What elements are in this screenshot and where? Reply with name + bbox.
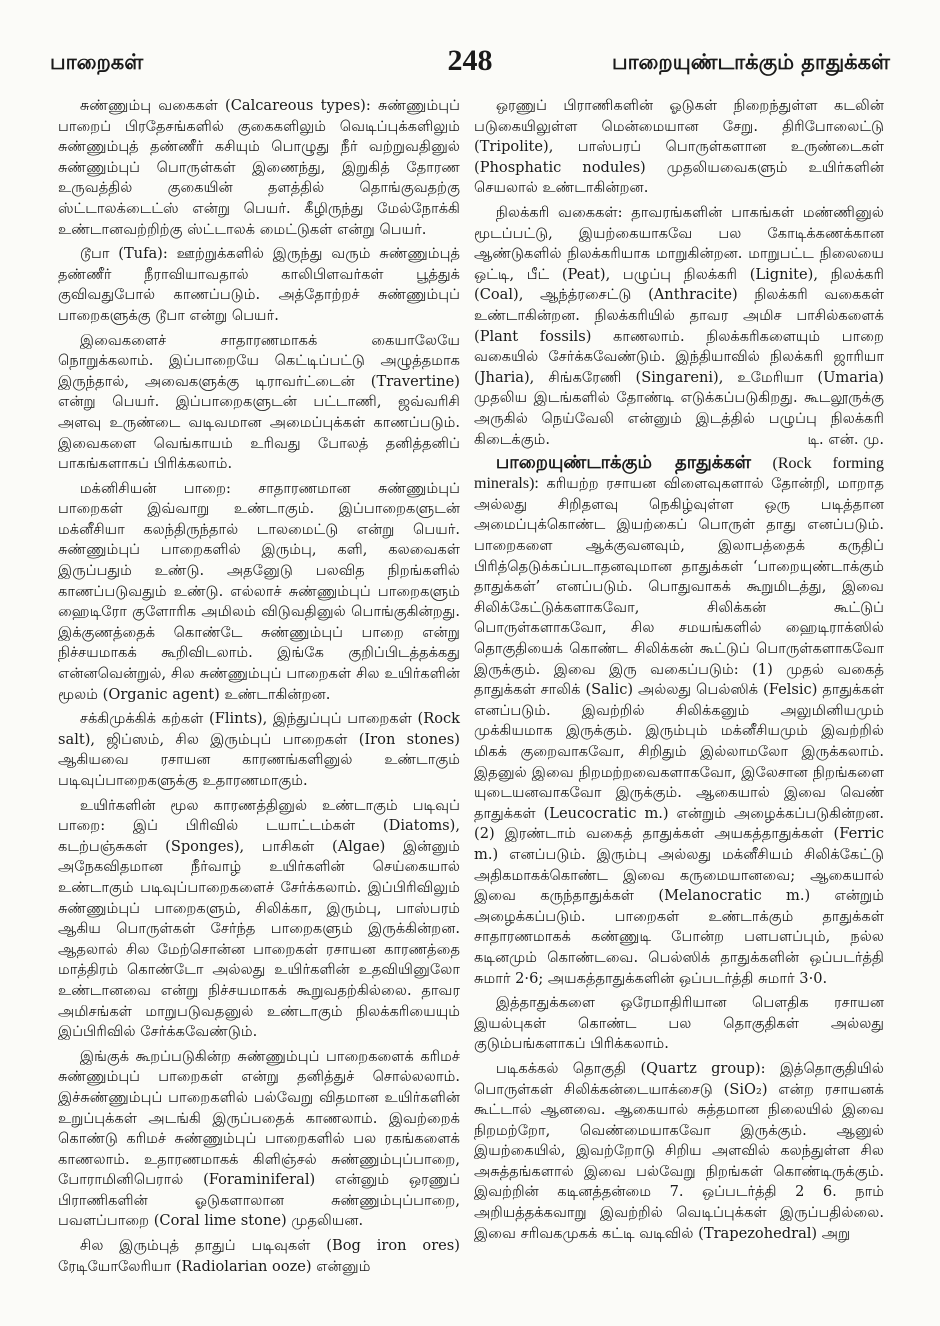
section-paragraph [474,453,884,989]
paragraph: சக்கிமுக்கிக் கற்கள் (Flints), இந்துப்புப் பாறைகள் (Rock salt), ஜிப்ஸம், சில இரும்புப் பாறைகள் (Iron stones) ஆகியவை ரசாயன காரணங்களினுல் உண்டாகும் படிவுப்பாறைகளுக்கு உதாரணமாகும். [58,710,460,789]
paragraph: இத்தாதுக்களை ஒரேமாதிரியான பௌதிக ரசாயன இயல்புகள் கொண்ட பல தொகுதிகள் அல்லது குடும்பங்களாகப் பிரிக்கலாம். [474,994,884,1053]
page-number: 248 [447,44,493,77]
header-left-title: பாறைகள் [50,50,144,74]
paragraph: இங்குக் கூறப்படுகின்ற சுண்ணும்புப் பாறைகளைக் கரிமச் சுண்ணும்புப் பாறைகள் என்று தனித்துச் சொல்லலாம். இச்சுண்ணும்புப் பாறைகளில் பல்வேறு விதமான உயிர்களின் உறுப்புக்கள் அடங்கி இருப்பதைக் காணலாம். இவற்றைக் கொண்டு கரிமச் சுண்ணும்புப் பாறைகளில் பல ரகங்களைக் காணலாம். உதாரணமாகக் கிளிஞ்சல் சுண்ணும்புப்பாறை, போராமினிபெரால் (Foraminiferal) என்னும் ஒரணுப் பிராணிகளின் ஓடுகளாலான சுண்ணும்புப்பாறை, பவளப்பாறை (Coral lime stone) முதலியன. [58,1047,460,1230]
paragraph: டூபா (Tufa): ஊற்றுக்களில் இருந்து வரும் சுண்ணும்புத் தண்ணீர் நீராவியாவதால் காலிபிளவர்கள் பூத்துக் குவிவதுபோல் காணப்படும். அத்தோற்றச் சுண்ணும்புப் பாறைகளுக்கு டூபா என்று பெயர். [58,245,460,324]
header-right-title: பாறையுண்டாக்கும் தாதுக்கள் [611,50,890,74]
section-heading: பாறையுண்டாக்கும் தாதுக்கள் [495,451,752,473]
page-header [50,44,890,80]
paragraph: இவைகளைச் சாதாரணமாகக் கையாலேயே நொறுக்கலாம். இப்பாறையே கெட்டிப்பட்டு அழுத்தமாக இருந்தால், அவைகளுக்கு டிராவர்ட்டைன் (Travertine) என்று பெயர். இப்பாறைகளுடன் பட்டாணி, ஜவ்வரிசி அளவு உருண்டை வடிவமான அமைப்புக்கள் காணப்படும். இவைகளை வெங்காயம் உரிவது போலத் தனித்தனிப் பாகங்களாகப் பிரிக்கலாம். [58,331,460,473]
left-column [58,96,460,1281]
paragraph: ஒரணுப் பிராணிகளின் ஓடுகள் நிறைந்துள்ள கடலின் படுகையிலுள்ள மென்மையான சேறு. திரிபோலைட்டு (Tripolite), பாஸ்பரப் பொருள்களான உருண்டைகள் (Phosphatic nodules) முதலியவைகளும் உயிர்களின் செயலால் உண்டாகின்றன. [474,97,884,197]
paragraph: நிலக்கரி வகைகள்: தாவரங்களின் பாகங்கள் மண்ணினுல் மூடப்பட்டு, இயற்கையாகவே பல கோடிக்கணக்கான ஆண்டுகளில் நிலக்கரியாக மாறுகின்றன. மாறுபட்ட நிலையை ஒட்டி, பீட் (Peat), பழுப்பு நிலக்கரி (Lignite), நிலக்கரி (Coal), ஆந்த்ரசைட்டு (Anthracite) நிலக்கரி வகைகள் உண்டாகின்றன. நிலக்கரியில் தாவர அமிச பாசில்களைக் (Plant fossils) காணலாம். நிலக்கரிகளையும் பாறை வகையில் சேர்க்கவேண்டும். இந்தியாவில் நிலக்கரி ஜாரியா (Jharia), சிங்கரேணி (Singareni), உமேரியா (Umaria) முதலிய இடங்களில் தோண்டி எடுக்கப்படுகிறது. கூடலூருக்கு அருகில் நெய்வேலி என்னும் இடத்தில் பழுப்பு நிலக்கரி கிடைக்கும். [474,203,884,448]
paragraph: சில இரும்புத் தாதுப் படிவுகள் (Bog iron ores) ரேடியோலேரியா (Radiolarian ooze) என்னும் [58,1237,460,1275]
section-heading-english: (Rock forming minerals): [474,454,884,493]
paragraph: மக்னிசியன் பாறை: சாதாரணமான சுண்ணும்புப் பாறைகள் இவ்வாறு உண்டாகும். இப்பாறைகளுடன் மக்னீசியா கலந்திருந்தால் டாலமைட்டு என்று பெயர். சுண்ணும்புப் பாறைகளில் இரும்பு, களி, கலவைகள் இருப்பதும் உண்டு. அதனுேடு பலவித நிறங்களில் காணப்படுவதும் உண்டு. எல்லாச் சுண்ணும்புப் பாறைகளும் ஹைடிரோ குளோரிக அமிலம் விடுவதினுல் பொங்குகின்றது. இக்குணத்தைக் கொண்டே சுண்ணும்புப் பாறை என்று நிச்சயமாகக் கூறிவிடலாம். இங்கே குறிப்பிடத்தக்கது என்னவென்றுல், சில சுண்ணும்புப் பாறைகள் சில உயிர்களின் மூலம் (Organic agent) உண்டாகின்றன. [58,479,460,703]
paragraph: படிகக்கல் தொகுதி (Quartz group): இத்தொகுதியில் பொருள்கள் சிலிக்கன்டையாக்சைடு (SiO₂) என்ற ரசாயனக் கூட்டால் ஆனவை. ஆகையால் சுத்தமான நிலையில் இவை நிறமற்றோ, வெண்மையாகவோ இருக்கும். ஆனுல் இயற்கையில், இவற்றோடு சிறிய அளவில் கலந்துள்ள சில அசுத்தங்களால் இவை பல்வேறு நிறங்கள் கொண்டிருக்கும். இவற்றின் கடினத்தன்மை 7. ஒப்படர்த்தி 2 6. நாம் அறியத்தக்கவாறு இவற்றில் வெடிப்புக்கள் இருப்பதில்லை. இவை சரிவகமுகக் கட்டி வடிவில் (Trapezohedral) அறு [474,1059,884,1242]
author-initials: டி. என். மு. [807,431,884,449]
section-text: கரியற்ற ரசாயன விளைவுகளால் தோன்றி, மாறாத அல்லது சிறிதளவு நெகிழ்வுள்ள ஒரு படித்தான அமைப்புக்கொண்ட இயற்கைப் பொருள் தாது எனப்படும். பாறைகளை ஆக்குவனவும், இலாபத்தைக் கருதிப் பிரித்தெடுக்கப்படாதனவுமான தாதுக்கள் ‘பாறையுண்டாக்கும் தாதுக்கள்’ எனப்படும். பொதுவாகக் கூறுமிடத்து, இவை சிலிக்கேட்டுக்களாகவோ, சிலிக்கன் கூட்டுப் பொருள்களாகவோ, சில சமயங்களில் ஹைடிராக்ஸில் தொகுதியைக் கொண்ட சிலிக்கன் கூட்டுப் பொருள்களாகவோ இருக்கும். இவை இரு வகைப்படும்: (1) முதல் வகைத் தாதுக்கள் சாலிக் (Salic) அல்லது பெல்ஸிக் (Felsic) தாதுக்கள் எனப்படும். இவற்றில் சிலிக்கனும் அலுமினியமும் முக்கியமாக இருக்கும். இரும்பும் மக்னீசியமும் இவற்றில் மிகக் குறைவாகவோ, சிறிதும் இல்லாமலோ இருக்கலாம். இதனுல் இவை நிறமற்றவைகளாகவோ, இலேசான நிறங்களை யுடையனவாகவோ இருக்கும். ஆகையால் இவை வெண் தாதுக்கள் (Leucocratic m.) என்றும் அழைக்கப்படுகின்றன. (2) இரண்டாம் வகைத் தாதுக்கள் அயகத்தாதுக்கள் (Ferric m.) எனப்படும். இரும்பு அல்லது மக்னீசியம் சிலிக்கேட்டு அதிகமாகக்கொண்ட இவை கருமையானவை; ஆகையால் இவை கருந்தாதுக்கள் (Melanocratic m.) என்றும் அழைக்கப்படும். பாறைகள் உண்டாக்கும் தாதுக்கள் சாதாரணமாகக் கண்ணுடி போன்ற பளபளப்பும், நல்ல கடினமும் கொண்டவை. பெல்ஸிக் தாதுக்களின் ஒப்படர்த்தி சுமார் 2·6; அயகத்தாதுக்களின் ஒப்படர்த்தி சுமார் 3·0. [474,475,885,987]
right-column [474,96,884,1248]
paragraph: உயிர்களின் மூல காரணத்தினுல் உண்டாகும் படிவுப் பாறை: இப் பிரிவில் டயாட்டம்கள் (Diatoms), கடற்பஞ்சுகள் (Sponges), பாசிகள் (Algae) இன்னும் அநேகவிதமான நீர்வாழ் உயிர்களின் செய்கையால் உண்டாகும் படிவுப்பாறைகளைச் சேர்க்கலாம். இப்பிரிவிலும் சுண்ணும்புப் பாறைகளும், சிலிக்கா, இரும்பு, பாஸ்பரம் ஆகிய பொருள்கள் சேர்ந்த பாறைகளும் இருக்கின்றன. ஆதலால் சில மேற்சொன்ன பாறைகள் ரசாயன காரணத்தை மாத்திரம் கொண்டோ அல்லது உயிர்களின் உதவியினுலோ உண்டானவை என்று நிச்சயமாகக் கூறுவதற்கில்லை. தாவர அமிசங்கள் மாறுபடுவதனுல் உண்டாகும் நிலக்கரியையும் இப்பிரிவில் சேர்க்கவேண்டும். [58,796,460,1041]
paragraph: சுண்ணும்பு வகைகள் (Calcareous types): சுண்ணும்புப் பாறைப் பிரதேசங்களில் குகைகளிலும் வெடிப்புக்களிலும் சுண்ணும்புத் தண்ணீர் கசியும் பொழுது நீர் வற்றுவதினுல் சுண்ணும்புப் பொருள்கள் இணைந்து, இறுகித் தோரண உருவத்தில் குகையின் தளத்தில் தொங்குவதற்கு ஸ்ட்டாலக்டைட்ஸ் என்று பெயர். கீழிருந்து மேல்நோக்கி உண்டானவற்றிற்கு ஸ்ட்டாலக் மைட்டுகள் என்று பெயர். [58,97,460,238]
